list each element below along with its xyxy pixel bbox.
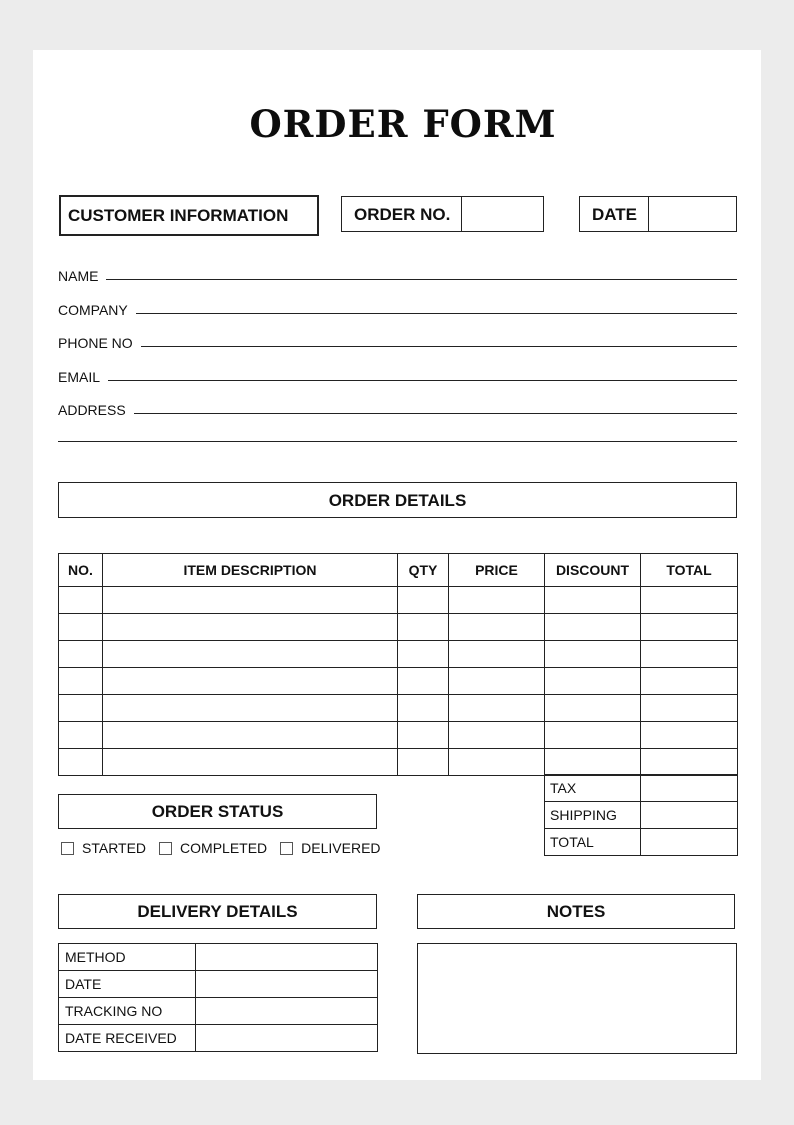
table-cell[interactable] <box>398 614 449 641</box>
table-cell[interactable] <box>545 641 641 668</box>
table-row <box>59 641 738 668</box>
column-header-discount: DISCOUNT <box>545 554 641 587</box>
customer-information-header: CUSTOMER INFORMATION <box>59 195 319 236</box>
status-option-delivered[interactable] <box>280 840 380 856</box>
checkbox-icon[interactable] <box>159 842 172 855</box>
status-label-started: STARTED <box>82 840 147 856</box>
table-cell[interactable] <box>641 587 738 614</box>
table-cell[interactable] <box>545 668 641 695</box>
delivery-details-table <box>58 943 378 1052</box>
table-cell[interactable] <box>103 614 398 641</box>
table-cell[interactable] <box>449 614 545 641</box>
company-input-line[interactable] <box>136 313 737 314</box>
table-cell[interactable] <box>103 695 398 722</box>
column-header-total: TOTAL <box>641 554 738 587</box>
table-row <box>59 668 738 695</box>
order-number-field[interactable] <box>462 197 543 231</box>
table-cell[interactable] <box>103 587 398 614</box>
summary-row-shipping <box>545 802 738 829</box>
delivery-value-method[interactable] <box>196 944 378 971</box>
table-cell[interactable] <box>641 722 738 749</box>
delivery-value-date[interactable] <box>196 971 378 998</box>
email-field <box>58 363 737 385</box>
table-row <box>59 695 738 722</box>
delivery-label-tracking-no: TRACKING NO <box>59 998 196 1025</box>
summary-value-tax[interactable] <box>641 775 738 802</box>
table-cell[interactable] <box>641 614 738 641</box>
checkbox-icon[interactable] <box>61 842 74 855</box>
delivery-label-method: METHOD <box>59 944 196 971</box>
table-cell[interactable] <box>641 695 738 722</box>
table-cell[interactable] <box>398 749 449 776</box>
table-cell[interactable] <box>641 641 738 668</box>
company-field <box>58 296 737 318</box>
summary-row-tax <box>545 775 738 802</box>
address-line-2[interactable] <box>58 441 737 442</box>
checkbox-icon[interactable] <box>280 842 293 855</box>
address-field <box>58 396 737 418</box>
delivery-details-header: DELIVERY DETAILS <box>58 894 377 929</box>
summary-label-total: TOTAL <box>545 829 641 856</box>
table-cell[interactable] <box>59 641 103 668</box>
status-option-completed[interactable] <box>159 840 267 856</box>
table-row <box>59 587 738 614</box>
order-status-options <box>61 838 394 858</box>
table-cell[interactable] <box>398 587 449 614</box>
date-box <box>579 196 737 232</box>
order-number-label: ORDER NO. <box>342 197 462 231</box>
order-status-header: ORDER STATUS <box>58 794 377 829</box>
date-field[interactable] <box>649 197 736 231</box>
table-cell[interactable] <box>449 695 545 722</box>
table-cell[interactable] <box>59 695 103 722</box>
table-cell[interactable] <box>449 722 545 749</box>
summary-label-shipping: SHIPPING <box>545 802 641 829</box>
name-label: NAME <box>58 268 99 284</box>
email-input-line[interactable] <box>108 380 737 381</box>
address-input-line[interactable] <box>134 413 737 414</box>
delivery-label-date-received: DATE RECEIVED <box>59 1025 196 1052</box>
summary-value-shipping[interactable] <box>641 802 738 829</box>
order-items-table <box>58 553 738 776</box>
summary-row-total <box>545 829 738 856</box>
table-cell[interactable] <box>449 749 545 776</box>
table-cell[interactable] <box>545 722 641 749</box>
name-input-line[interactable] <box>106 279 737 280</box>
email-label: EMAIL <box>58 369 101 385</box>
form-title: ORDER FORM <box>249 102 557 146</box>
table-cell[interactable] <box>398 641 449 668</box>
column-header-item-description: ITEM DESCRIPTION <box>103 554 398 587</box>
company-label: COMPANY <box>58 302 128 318</box>
delivery-value-date-received[interactable] <box>196 1025 378 1052</box>
status-label-completed: COMPLETED <box>180 840 268 856</box>
table-row <box>59 614 738 641</box>
column-header-qty: QTY <box>398 554 449 587</box>
table-cell[interactable] <box>59 749 103 776</box>
table-cell[interactable] <box>59 668 103 695</box>
table-cell[interactable] <box>398 722 449 749</box>
order-number-box <box>341 196 544 232</box>
table-cell[interactable] <box>641 749 738 776</box>
status-option-started[interactable] <box>61 840 146 856</box>
table-cell[interactable] <box>103 641 398 668</box>
table-cell[interactable] <box>398 695 449 722</box>
table-cell[interactable] <box>103 668 398 695</box>
table-cell[interactable] <box>545 695 641 722</box>
table-cell[interactable] <box>59 614 103 641</box>
column-header-price: PRICE <box>449 554 545 587</box>
delivery-row-date-received <box>59 1025 378 1052</box>
status-label-delivered: DELIVERED <box>301 840 381 856</box>
table-cell[interactable] <box>59 587 103 614</box>
delivery-row-date <box>59 971 378 998</box>
address-label: ADDRESS <box>58 402 126 418</box>
phone-no-input-line[interactable] <box>141 346 737 347</box>
notes-header: NOTES <box>417 894 735 929</box>
delivery-value-tracking-no[interactable] <box>196 998 378 1025</box>
table-cell[interactable] <box>103 722 398 749</box>
name-field <box>58 262 737 284</box>
table-cell[interactable] <box>103 749 398 776</box>
summary-label-tax: TAX <box>545 775 641 802</box>
table-cell[interactable] <box>59 722 103 749</box>
table-cell[interactable] <box>398 668 449 695</box>
summary-value-total[interactable] <box>641 829 738 856</box>
column-header-no: NO. <box>59 554 103 587</box>
table-cell[interactable] <box>545 614 641 641</box>
delivery-row-tracking-no <box>59 998 378 1025</box>
delivery-row-method <box>59 944 378 971</box>
table-row <box>59 722 738 749</box>
order-summary-table <box>544 774 738 856</box>
order-details-header: ORDER DETAILS <box>58 482 737 518</box>
phone-no-label: PHONE NO <box>58 335 133 351</box>
table-cell[interactable] <box>449 668 545 695</box>
table-row <box>59 749 738 776</box>
table-cell[interactable] <box>449 587 545 614</box>
date-label: DATE <box>580 197 649 231</box>
table-cell[interactable] <box>449 641 545 668</box>
table-cell[interactable] <box>641 668 738 695</box>
notes-area[interactable] <box>417 943 737 1054</box>
delivery-label-date: DATE <box>59 971 196 998</box>
table-cell[interactable] <box>545 749 641 776</box>
phone-no-field <box>58 329 737 351</box>
table-cell[interactable] <box>545 587 641 614</box>
